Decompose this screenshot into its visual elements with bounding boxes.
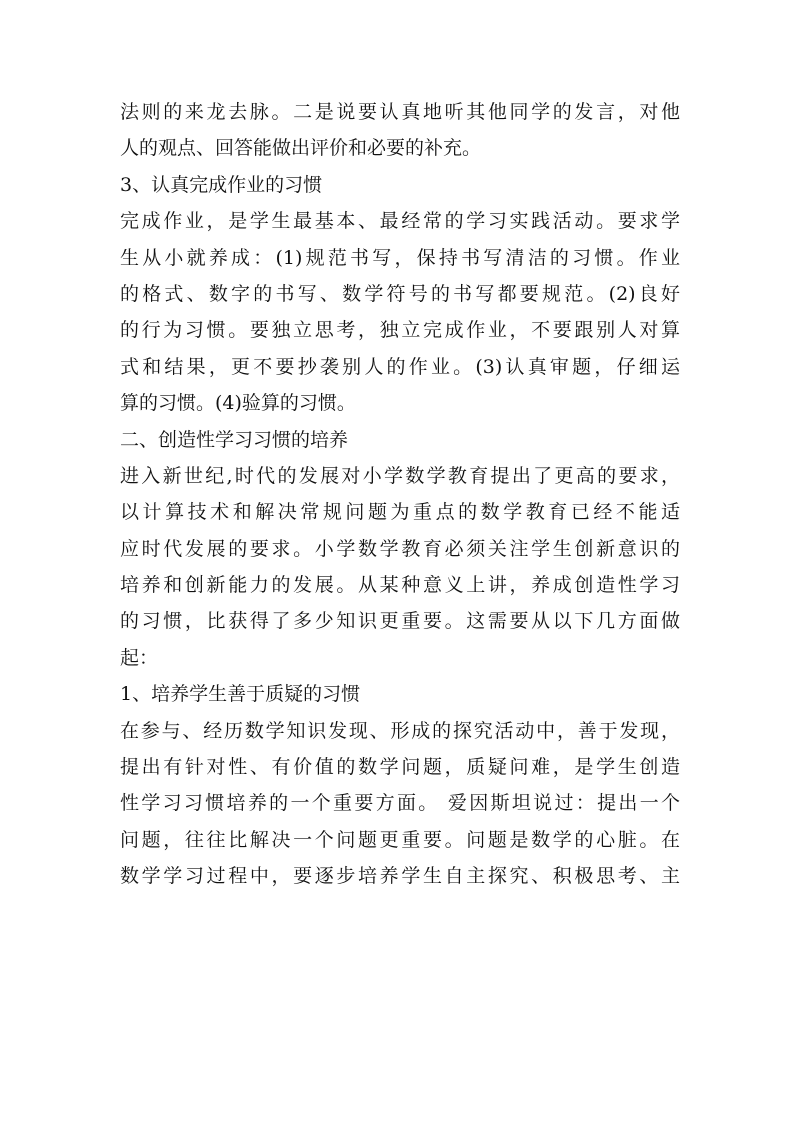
paragraph-line: 提出有针对性、有价值的数学问题，质疑问难，是学生创造 bbox=[120, 756, 680, 779]
paragraph-line: 算的习惯。(4)验算的习惯。 bbox=[120, 392, 356, 415]
paragraph-line: 的习惯，比获得了多少知识更重要。这需要从以下几方面做 bbox=[120, 610, 680, 633]
paragraph-line: 问题，往往比解决一个问题更重要。问题是数学的心脏。在 bbox=[120, 828, 680, 851]
paragraph-line: 的格式、数字的书写、数学符号的书写都要规范。(2)良好 bbox=[120, 282, 680, 305]
paragraph-line: 进入新世纪,时代的发展对小学数学教育提出了更高的要求， bbox=[120, 464, 680, 487]
paragraph-line: 起： bbox=[120, 646, 159, 669]
paragraph-line: 的行为习惯。要独立思考，独立完成作业，不要跟别人对算 bbox=[120, 319, 680, 342]
paragraph-line: 数学学习过程中，要逐步培养学生自主探究、积极思考、主 bbox=[120, 865, 680, 888]
paragraph-line: 人的观点、回答能做出评价和必要的补充。 bbox=[120, 137, 482, 160]
paragraph-line: 完成作业，是学生最基本、最经常的学习实践活动。要求学 bbox=[120, 210, 680, 233]
paragraph-line: 式和结果，更不要抄袭别人的作业。(3)认真审题，仔细运 bbox=[120, 355, 680, 378]
paragraph-line: 在参与、经历数学知识发现、形成的探究活动中，善于发现， bbox=[120, 719, 680, 742]
paragraph-line: 培养和创新能力的发展。从某种意义上讲，养成创造性学习 bbox=[120, 574, 680, 597]
paragraph-line: 生从小就养成：(1)规范书写，保持书写清洁的习惯。作业 bbox=[120, 246, 680, 269]
paragraph-line: 以计算技术和解决常规问题为重点的数学教育已经不能适 bbox=[120, 501, 680, 524]
paragraph-line: 应时代发展的要求。小学数学教育必须关注学生创新意识的 bbox=[120, 537, 680, 560]
paragraph-line: 法则的来龙去脉。二是说要认真地听其他同学的发言，对他 bbox=[120, 101, 680, 123]
section-heading: 二、创造性学习习惯的培养 bbox=[120, 428, 349, 451]
section-heading: 3、认真完成作业的习惯 bbox=[120, 173, 323, 196]
paragraph-line: 性学习习惯培养的一个重要方面。 爱因斯坦说过：提出一个 bbox=[120, 792, 680, 815]
section-heading: 1、培养学生善于质疑的习惯 bbox=[120, 683, 361, 706]
document-body bbox=[120, 94, 680, 895]
